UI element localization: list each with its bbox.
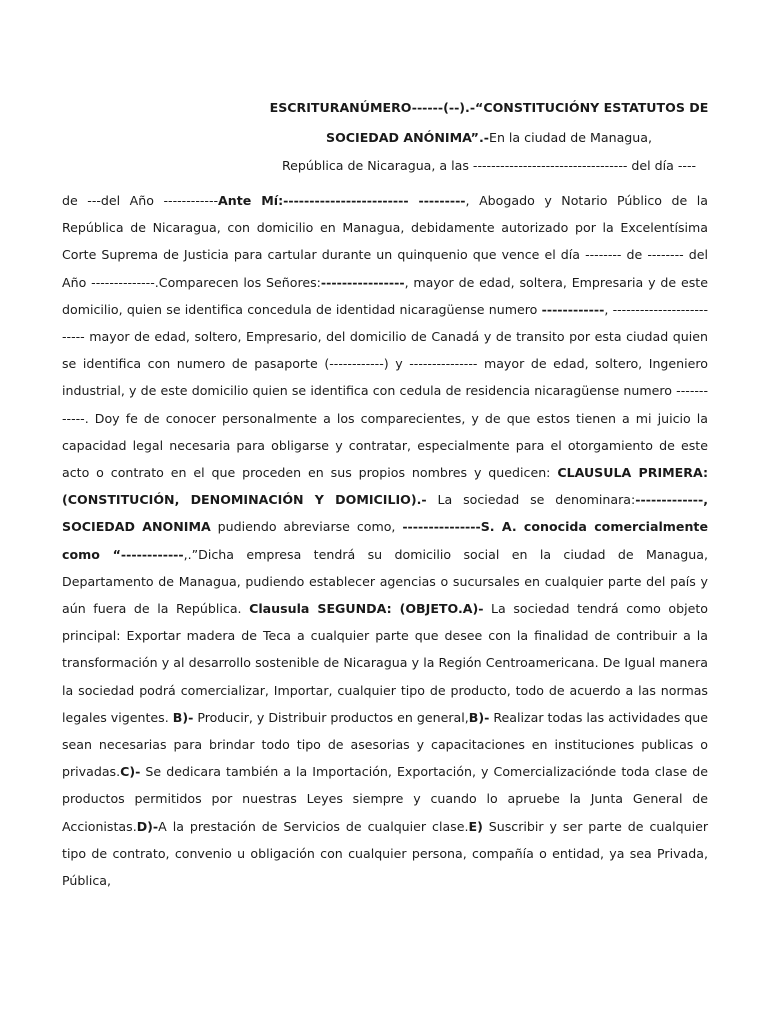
segment: Clausula SEGUNDA: (OBJETO.A)- (249, 601, 484, 617)
segment: C)- (120, 764, 141, 780)
segment: B)- (172, 709, 194, 725)
segment: CLAUSULA PRIMERA: (CONSTITUCIÓN, DENOMINACIÓN Y DOMICILIO).- (62, 465, 708, 508)
segment: de ---del Año ------------ (62, 193, 219, 208)
document-title-line-1 (0, 101, 768, 115)
segment: , Abogado y Notario Público de la República de Nicaragua, con domicilio en Managua, debidamente autorizado por la Excelentísima Corte Suprema de Justicia para cartular durante un quinquenio que vence el día -------- de -------- del Año --------------.Comparecen los Señores: (62, 193, 708, 290)
document-body-paragraph (62, 187, 708, 894)
document-title-bold: ESCRITURANÚMERO------(--).-“CONSTITUCIÓNY ESTATUTOS DE (269, 100, 709, 115)
segment: ,.”Dicha empresa tendrá su domicilio social en la ciudad de Managua, Departamento de Managua, pudiendo establecer agencias o sucursales en cualquier parte del país y aún fuera de la República. (62, 546, 709, 617)
segment: ---------------S. A. conocida comercialmente como “------------ (62, 519, 708, 562)
segment: B)- (468, 709, 490, 725)
segment: La sociedad tendrá como objeto principal: Exportar madera de Teca a cualquier parte que desee con la finalidad de contribuir a la transformación y al desarrollo sostenible de Nicaragua y la Región Centroamericana. De Igual manera la sociedad podrá comercializar, Importar, cualquier tipo de producto, todo de acuerdo a las normas legales vigentes. (62, 601, 708, 725)
segment: , mayor de edad, soltera, Empresaria y de este domicilio, quien se identifica concedula de identidad nicaragüense numero (62, 274, 708, 317)
segment: A la prestación de Servicios de cualquier clase. (158, 818, 469, 834)
segment: -------------, SOCIEDAD ANONIMA (62, 492, 709, 535)
segment: Realizar todas las actividades que sean necesarias para brindar todo tipo de asesorias y capacitaciones en instituciones publicas o privadas. (62, 709, 709, 780)
document-title-regular-2: En la ciudad de Managua, (488, 130, 652, 145)
segment: Ante Mí:------------------------ --------- (218, 193, 466, 208)
segment: D)- (136, 818, 159, 834)
segment: pudiendo abreviarse como, (210, 519, 403, 535)
segment: ---------------- (320, 274, 405, 290)
segment: La sociedad se denominara: (426, 492, 636, 508)
document-title-line-3: República de Nicaragua, a las ---------------------------------- del día ---- (281, 158, 697, 173)
segment: Suscribir y ser parte de cualquier tipo de contrato, convenio u obligación con cualquier persona, compañía o entidad, ya sea Privada, Pública, (62, 818, 708, 889)
segment: Producir, y Distribuir productos en general, (193, 709, 469, 725)
segment: E) (468, 818, 483, 834)
segment: ------------ (541, 301, 605, 317)
document-title-bold-2: SOCIEDAD ANÓNIMA”.- (326, 130, 489, 145)
document-title-line-2 (0, 131, 768, 145)
segment: Se dedicara también a la Importación, Exportación, y Comercializaciónde toda clase de productos permitidos por nuestras Leyes siempre y cuando lo apruebe la Junta General de Accionistas. (62, 764, 708, 834)
segment: , -------------------------- mayor de edad, soltero, Empresario, del domicilio de Canadá y de transito por esta ciudad quien se identifica con numero de pasaporte (------------) y --------------- mayor de edad, soltero, Ingeniero industrial, y de este domicilio quien se identifica con cedula de residencia nicaragüense numero ------------. Doy fe de conocer personalmente a los comparecientes, y de que estos tienen a mi juicio la capacidad legal necesaria para obligarse y contratar, especialmente para el otorgamiento de este acto o contrato en el que proceden en sus propios nombres y quedicen: (62, 301, 709, 481)
